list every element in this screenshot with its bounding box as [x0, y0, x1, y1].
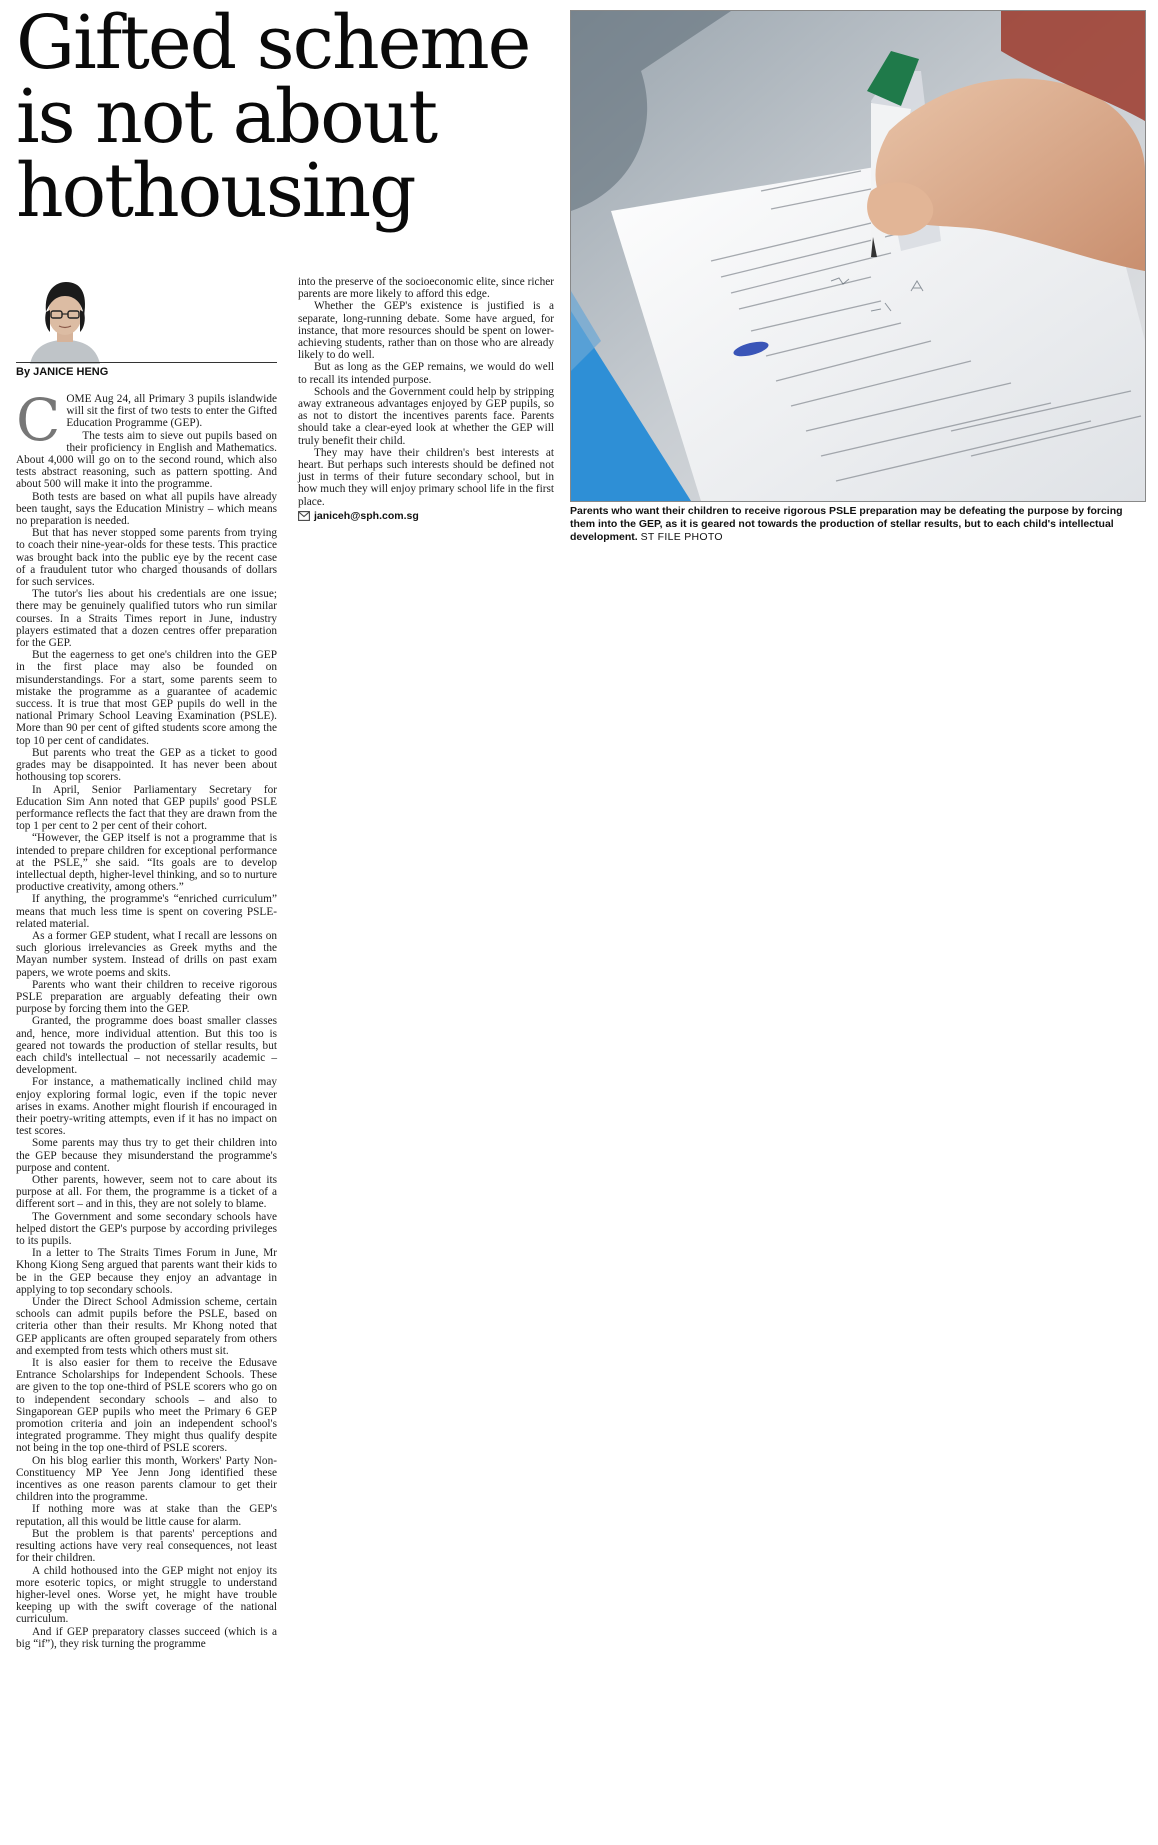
byline-divider: [16, 362, 277, 363]
paragraph: Whether the GEP's existence is justified is a separate, long-running debate. Some have argued, for instance, that more resources should be spent on lower-achieving students, rather than on those who are already likely to do well.: [298, 300, 554, 362]
paragraph: into the preserve of the socioeconomic elite, since richer parents are more likely to afford this edge.: [298, 276, 554, 301]
headline-line: hothousing: [16, 148, 415, 234]
author-email[interactable]: [298, 510, 554, 522]
paragraph: But the problem is that parents' perceptions and resulting actions have very real consequences, not least for their children.: [16, 1527, 277, 1565]
author-photo: [26, 276, 104, 364]
paragraph: Parents who want their children to receive rigorous PSLE preparation are arguably defeating their own purpose by forcing them into the GEP.: [16, 978, 277, 1016]
paragraph: As a former GEP student, what I recall are lessons on such glorious irrelevancies as Greek myths and the Mayan number system. Instead of drills on past exam papers, we wrote poems and skits.: [16, 929, 277, 979]
photo-caption: [570, 505, 1148, 544]
paragraph: Some parents may thus try to get their children into the GEP because they misunderstand the programme's purpose and content.: [16, 1137, 277, 1174]
paragraph: On his blog earlier this month, Workers' Party Non-Constituency MP Yee Jenn Jong identified these incentives as one reason parents clamour to get their children into the programme.: [16, 1454, 277, 1504]
paragraph: [16, 386, 277, 454]
article-column-1: [16, 386, 277, 1650]
paragraph: But as long as the GEP remains, we would do well to recall its intended purpose.: [298, 361, 554, 386]
article-column-2: [298, 276, 554, 522]
paragraph: Under the Direct School Admission scheme, certain schools can admit pupils before the PSLE, based on criteria other than their results. Mr Khong noted that GEP applicants are often grouped separately from others and exempted from tests which others must sit.: [16, 1296, 277, 1357]
drop-cap: C: [16, 386, 61, 454]
author-email-text[interactable]: janiceh@sph.com.sg: [314, 509, 419, 522]
paragraph: But the eagerness to get one's children into the GEP in the first place may also be founded on misunderstandings. For a start, some parents seem to mistake the programme as a guarantee of academic success. It is true that most GEP pupils do well in the national Primary School Leaving Examination (PSLE). More than 90 per cent of gifted students score among the top 10 per cent of candidates.: [16, 649, 277, 747]
caption-text: Parents who want their children to receive rigorous PSLE preparation may be defeating the purpose by forcing them into the GEP, as it is geared not towards the production of stellar results, but to each child's intellectual development.: [570, 505, 1123, 543]
paragraph: Granted, the programme does boast smaller classes and, hence, more individual attention. But this too is geared not towards the production of stellar results, but each child's intellectual – not necessarily academic – development.: [16, 1015, 277, 1077]
paragraph: But parents who treat the GEP as a ticket to good grades may be disappointed. It has never been about hothousing top scorers.: [16, 746, 277, 784]
paragraph: And if GEP preparatory classes succeed (which is a big “if”), they risk turning the programme: [16, 1625, 277, 1650]
byline: By JANICE HENG: [16, 366, 109, 378]
paragraph: In a letter to The Straits Times Forum in June, Mr Khong Kiong Seng argued that parents want their kids to be in the GEP because they enjoy an advantage in applying to top secondary schools.: [16, 1247, 277, 1296]
headline: [16, 0, 530, 234]
paragraph: In April, Senior Parliamentary Secretary for Education Sim Ann noted that GEP pupils' good PSLE performance reflects the fact that they are drawn from the top 1 per cent to 2 per cent of their cohort.: [16, 783, 277, 833]
paragraph: “However, the GEP itself is not a programme that is intended to prepare children for exceptional performance at the PSLE,” she said. “Its goals are to develop intellectual depth, higher-level thinking, and so to nurture productive creativity, among others.”: [16, 832, 277, 894]
paragraph: But that has never stopped some parents from trying to coach their nine-year-olds for these tests. This practice was brought back into the public eye by the recent case of a fraudulent tutor who charged thousands of dollars for such services.: [16, 527, 277, 589]
article-photo: [570, 10, 1146, 502]
paragraph: If nothing more was at stake than the GEP's reputation, all this would be little cause for alarm.: [16, 1503, 277, 1528]
photo-hand-writing-exam: [571, 11, 1145, 501]
paragraph: If anything, the programme's “enriched curriculum” means that much less time is spent on covering PSLE-related material.: [16, 893, 277, 930]
envelope-icon: [298, 511, 310, 521]
paragraph: The tutor's lies about his credentials are one issue; there may be genuinely qualified tutors who run similar courses. In a Straits Times report in June, industry players estimated that a dozen centres offer preparation for the GEP.: [16, 588, 277, 650]
paragraph: The tests aim to sieve out pupils based on their proficiency in English and Mathematics. About 4,000 will go on to the second round, which also tests abstract reasoning, such as pattern spotting. And about 500 will make it into the programme.: [16, 429, 277, 491]
author-portrait: [26, 276, 104, 364]
paragraph: Both tests are based on what all pupils have already been taught, says the Education Ministry – which means no preparation is needed.: [16, 490, 277, 528]
paragraph: Other parents, however, seem not to care about its purpose at all. For them, the programme is a ticket of a different sort – and in this, they are not solely to blame.: [16, 1174, 277, 1211]
paragraph: A child hothoused into the GEP might not enjoy its more esoteric topics, or might struggle to understand higher-level ones. Worse yet, he might have trouble keeping up with the swift coverage of the national curriculum.: [16, 1564, 277, 1626]
paragraph: Schools and the Government could help by stripping away extraneous advantages enjoyed by GEP pupils, so as not to distort the incentives parents face. Parents should take a clear-eyed look at whether the GEP will truly benefit their child.: [298, 385, 554, 447]
paragraph: They may have their children's best interests at heart. But perhaps such interests should be defined not just in terms of their future secondary school, but in how much they will enjoy primary school life in the first place.: [298, 446, 555, 508]
paragraph: For instance, a mathematically inclined child may enjoy exploring formal logic, even if the topic never arises in exams. Another might flourish if encouraged in their poetry-writing attempts, even if it has no impact on test scores.: [16, 1076, 277, 1138]
photo-credit: ST FILE PHOTO: [640, 531, 723, 543]
paragraph-text: OME Aug 24, all Primary 3 pupils islandwide will sit the first of two tests to enter the Gifted Education Programme (GEP).: [66, 393, 277, 430]
headline-line: Gifted scheme: [16, 0, 530, 86]
headline-line: is not about: [16, 74, 437, 160]
paragraph: The Government and some secondary schools have helped distort the GEP's purpose by according privileges to its pupils.: [16, 1210, 277, 1248]
paragraph: It is also easier for them to receive the Edusave Entrance Scholarships for Independent Schools. These are given to the top one-third of PSLE scorers who go on to independent secondary schools – and also to Singaporean GEP pupils who meet the Primary 6 GEP promotion criteria and join an independent school's integrated programme. They might thus qualify despite not being in the top one-third of PSLE scorers.: [16, 1357, 277, 1455]
